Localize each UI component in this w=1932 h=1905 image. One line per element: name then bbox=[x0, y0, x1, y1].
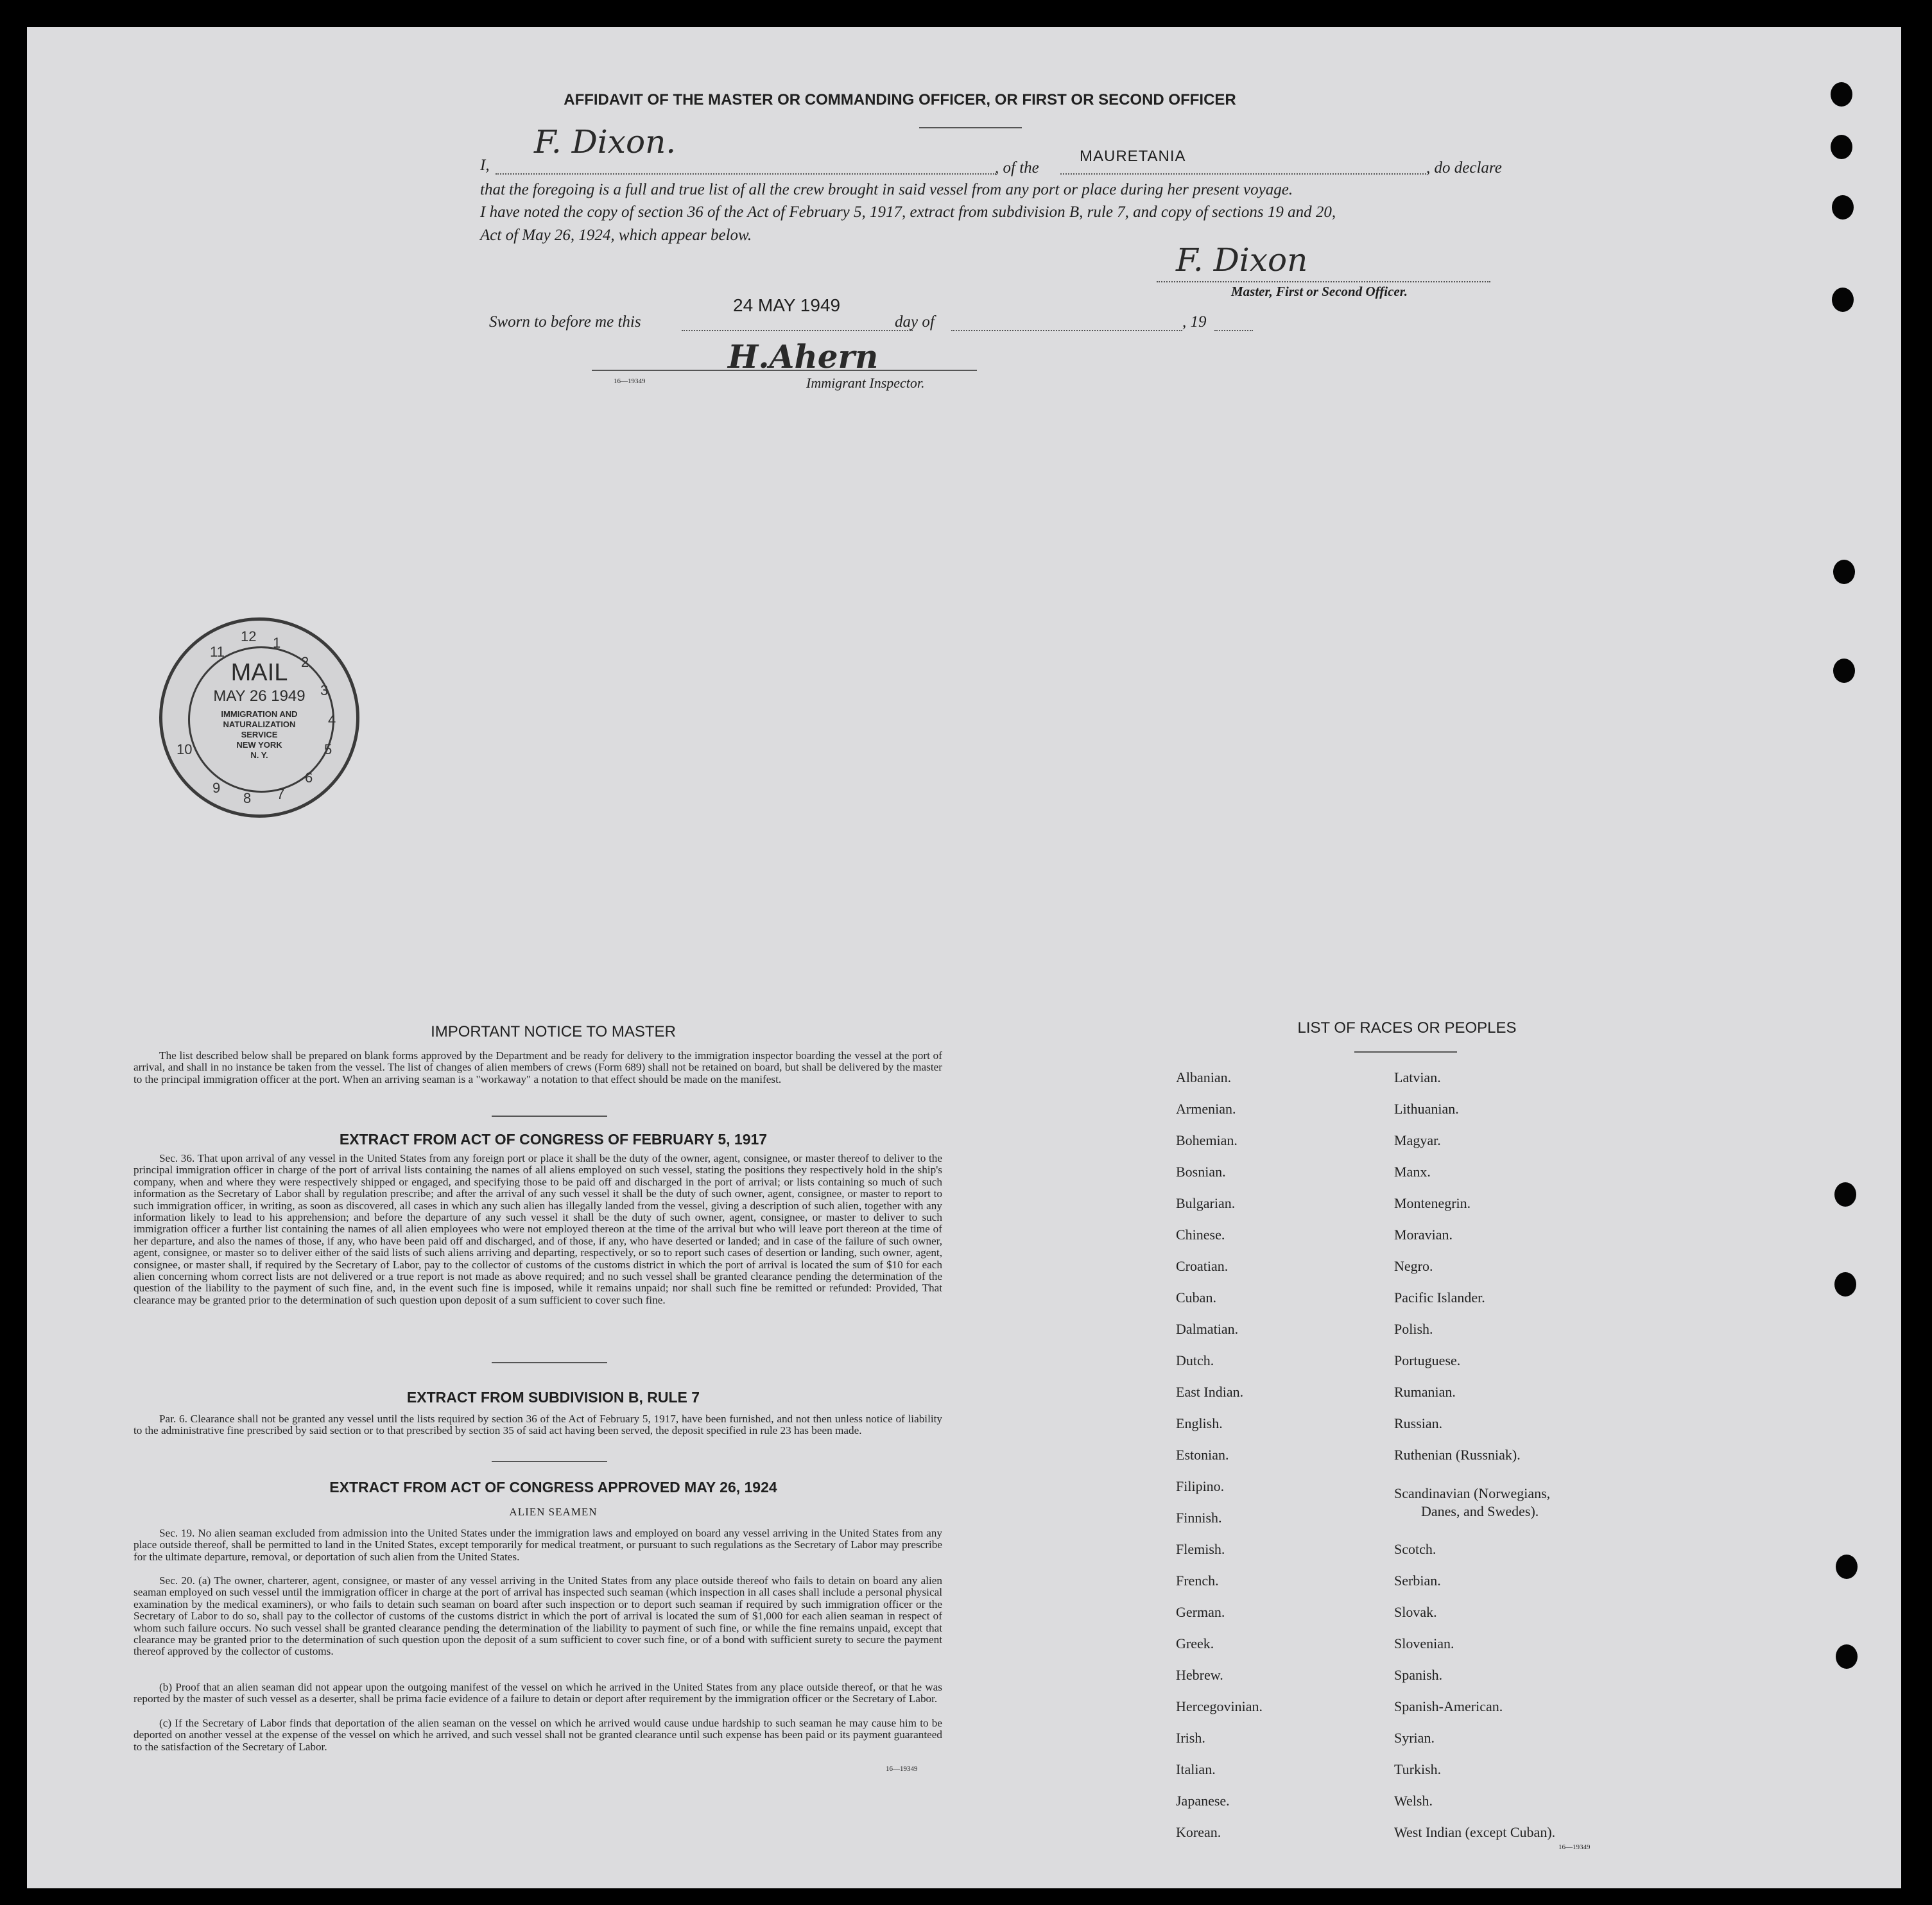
sec20a-text: Sec. 20. (a) The owner, charterer, agent, consignee, or master of any vessel arriving in the United States from any place outside thereof who fails to detain on board any alien seaman employed on such vessel until the immigration officer in charge at the port of arrival has inspected such seaman (which inspection in all cases shall include a personal physical examination by the medical examiners), or who fails to detain such seaman on board after such inspection or to deport such seaman if required by such immigration officer or the Secretary of Labor to do so, shall pay to the collector of customs of the customs district in which the port of arrival is located the sum of $1,000 for each alien seaman in respect of whom such failure occurs. No such vessel shall be granted clearance pending the determination of the liability to payment of such fine, or while the fine remains unpaid, except that clearance may be granted prior to the determination of such question upon the deposit of a sum sufficient to cover such fine, or of a bond with sufficient surety to secure the payment thereof approved by the collector of customs. bbox=[134, 1574, 942, 1658]
race-right-item: Negro. bbox=[1394, 1258, 1433, 1274]
extract-1924-subtitle: ALIEN SEAMEN bbox=[509, 1506, 598, 1518]
binder-hole bbox=[1833, 659, 1855, 683]
stamp-hour-9: 9 bbox=[212, 780, 221, 796]
name-line bbox=[496, 173, 996, 175]
race-right-item: Polish. bbox=[1394, 1321, 1433, 1337]
rule7-title: EXTRACT FROM SUBDIVISION B, RULE 7 bbox=[406, 1389, 700, 1406]
i-label: I, bbox=[480, 157, 490, 174]
race-left-item: Cuban. bbox=[1176, 1289, 1216, 1306]
race-left-item: Chinese. bbox=[1176, 1227, 1225, 1243]
extract-1917-title: EXTRACT FROM ACT OF CONGRESS OF FEBRUARY 5, 1917 bbox=[339, 1131, 768, 1148]
affidavit-title: AFFIDAVIT OF THE MASTER OR COMMANDING OFFICER, OR FIRST OR SECOND OFFICER bbox=[564, 91, 1236, 108]
stamp-agency-1: IMMIGRATION AND bbox=[221, 709, 298, 719]
day-of-label: day of bbox=[895, 313, 935, 331]
rule7-text: Par. 6. Clearance shall not be granted any vessel until the lists required by section 36 of the Act of February 5, 1917, have been furnished, and not then unless notice of liability to the administrative fine prescribed by said section or to that prescribed by section 35 of said act having been served, the deposit specified in rule 23 has been made. bbox=[134, 1413, 942, 1437]
race-right-item: Portuguese. bbox=[1394, 1352, 1461, 1368]
stamp-hour-10: 10 bbox=[177, 741, 193, 757]
notice-text: The list described below shall be prepared on blank forms approved by the Department and be ready for delivery to the immigration inspector boarding the vessel at the port of arrival, and shall in no instance be taken from the vessel. The list of changes of alien members of crews (Form 689) shall not be retained on board, but shall be delivered by the master to the principal immigration officer at the port. When an arriving seaman is a "workaway" a notation to that effect should be made on the manifest. bbox=[134, 1049, 942, 1085]
race-right-item: Scandinavian (Norwegians, bbox=[1394, 1485, 1551, 1501]
do-declare-label: , do declare bbox=[1426, 159, 1502, 177]
race-right-item: Ruthenian (Russniak). bbox=[1394, 1447, 1521, 1463]
race-left-item: Filipino. bbox=[1176, 1478, 1225, 1494]
extract-form-number: 16—19349 bbox=[886, 1765, 918, 1773]
binder-hole bbox=[1832, 195, 1854, 220]
mail-received-stamp bbox=[159, 617, 359, 818]
extract-1917-rule bbox=[492, 1362, 607, 1363]
sec20b-text: (b) Proof that an alien seaman did not appear upon the outgoing manifest of the vessel on which he arrived in the United States from any place outside thereof, or that he was reported by the master of such vessel as a deserter, shall be prima facie evidence of a failure to detain or deport after requirement by the immigration officer or the Secretary of Labor. bbox=[134, 1681, 942, 1705]
inspector-signature: H.Ahern bbox=[728, 338, 879, 375]
race-right-item: Scotch. bbox=[1394, 1541, 1436, 1557]
master-name-signature: F. Dixon. bbox=[534, 123, 677, 160]
statement-line-3: Act of May 26, 1924, which appear below. bbox=[480, 227, 752, 244]
race-left-item: Flemish. bbox=[1176, 1541, 1225, 1557]
stamp-hour-3: 3 bbox=[320, 682, 329, 698]
race-right-item: Pacific Islander. bbox=[1394, 1289, 1485, 1306]
race-left-item: Bohemian. bbox=[1176, 1132, 1238, 1148]
race-right-item: Slovenian. bbox=[1394, 1635, 1454, 1651]
stamp-agency-3: SERVICE bbox=[241, 730, 278, 739]
race-left-item: English. bbox=[1176, 1415, 1223, 1431]
stamp-hour-7: 7 bbox=[277, 786, 285, 802]
race-right-item: Magyar. bbox=[1394, 1132, 1441, 1148]
statement-line-1: that the foregoing is a full and true list of all the crew brought in said vessel from any port or place during her present voyage. bbox=[480, 181, 1293, 198]
race-right-item: Latvian. bbox=[1394, 1069, 1441, 1085]
race-right-item: Russian. bbox=[1394, 1415, 1443, 1431]
race-right-item: Slovak. bbox=[1394, 1604, 1437, 1620]
race-right-item: Welsh. bbox=[1394, 1793, 1433, 1809]
race-left-item: Finnish. bbox=[1176, 1510, 1222, 1526]
extract-1917-text: Sec. 36. That upon arrival of any vessel in the United States from any foreign port or place it shall be the duty of the owner, agent, consignee, or master thereof to deliver to the principal immigration officer in charge of the port of arrival lists containing the names of all aliens employed on such vessel, stating the positions they respectively hold in the ship's company, when and where they were respectively shipped or engaged, and specifying those to be paid off and discharged in the port of arrival; or lists containing so much of such information as the Secretary of Labor shall by regulation prescribe; and after the arrival of any such vessel it shall be the duty of such owner, agent, consignee, or master to report to such immigration officer, in writing, as soon as discovered, all cases in which any such alien has illegally landed from the vessel, giving a description of such alien, together with any information likely to lead to his apprehension; and before the departure of any such vessel it shall be the duty of such owner, agent, consignee, or master to deliver to such immigration officer a further list containing the names of all alien employees who were not employed thereon at the time of the arrival but who will leave port thereon at the time of her departure, and also the names of those, if any, who have been paid off and discharged, and of those, if any, who have deserted or landed; and in case of the failure of such owner, agent, consignee, or master so to deliver either of the said lists of such aliens arriving and departing, respectively, or so to report such cases of desertion or landing, such owner, agent, consignee, or master shall, if required by the Secretary of Labor, pay to the collector of customs of the customs district in which the port of arrival is located the sum of $10 for each alien concerning whom correct lists are not delivered or a true report is not made as above required; and no such vessel shall be granted clearance pending the determination of the question of the liability to the payment of such fine, and, in the event such fine is imposed, while it remains unpaid; nor shall such fine be remitted or refunded: Provided, That clearance may be granted prior to the determination of such question upon deposit of a sum sufficient to cover such fine. bbox=[134, 1152, 942, 1306]
race-right-item: Manx. bbox=[1394, 1164, 1431, 1180]
race-right-item: Rumanian. bbox=[1394, 1384, 1456, 1400]
race-left-item: Albanian. bbox=[1176, 1069, 1232, 1085]
race-right-item: Spanish-American. bbox=[1394, 1698, 1503, 1714]
race-left-item: East Indian. bbox=[1176, 1384, 1244, 1400]
race-right-item: Lithuanian. bbox=[1394, 1101, 1459, 1117]
inspector-caption: Immigrant Inspector. bbox=[806, 375, 925, 391]
signature-caption: Master, First or Second Officer. bbox=[1231, 284, 1408, 299]
race-left-item: Estonian. bbox=[1176, 1447, 1229, 1463]
form-number: 16—19349 bbox=[614, 377, 646, 385]
stamp-mail: MAIL bbox=[230, 659, 288, 686]
races-title: LIST OF RACES OR PEOPLES bbox=[1297, 1019, 1517, 1037]
vessel-line bbox=[1060, 173, 1426, 175]
race-right-item: West Indian (except Cuban). bbox=[1394, 1824, 1556, 1840]
master-signature: F. Dixon bbox=[1176, 241, 1308, 279]
race-left-item: Dalmatian. bbox=[1176, 1321, 1239, 1337]
statement-line-2: I have noted the copy of section 36 of the Act of February 5, 1917, extract from subdivision B, rule 7, and copy of sections 19 and 20, bbox=[480, 203, 1336, 221]
stamp-state: N. Y. bbox=[250, 750, 268, 760]
binder-hole bbox=[1836, 1644, 1858, 1669]
sworn-line bbox=[682, 330, 913, 331]
day-line bbox=[951, 330, 1182, 331]
vessel-name: MAURETANIA bbox=[1080, 148, 1186, 165]
race-left-item: Greek. bbox=[1176, 1635, 1214, 1651]
races-rule bbox=[1354, 1051, 1457, 1053]
notice-title: IMPORTANT NOTICE TO MASTER bbox=[431, 1023, 676, 1040]
rule7-rule bbox=[492, 1461, 607, 1462]
binder-hole bbox=[1832, 288, 1854, 312]
sworn-date-stamp: 24 MAY 1949 bbox=[733, 295, 841, 315]
race-left-item: Bulgarian. bbox=[1176, 1195, 1236, 1211]
stamp-hour-6: 6 bbox=[305, 770, 313, 786]
stamp-agency-2: NATURALIZATION bbox=[223, 720, 296, 729]
race-left-item: Italian. bbox=[1176, 1761, 1216, 1777]
year-line bbox=[1214, 330, 1253, 331]
of-the-label: , of the bbox=[995, 159, 1039, 177]
race-right-item: Turkish. bbox=[1394, 1761, 1442, 1777]
race-left-item: Dutch. bbox=[1176, 1352, 1214, 1368]
binder-hole bbox=[1831, 135, 1852, 159]
stamp-hour-2: 2 bbox=[301, 654, 309, 670]
race-left-item: Armenian. bbox=[1176, 1101, 1236, 1117]
race-left-item: German. bbox=[1176, 1604, 1225, 1620]
race-left-item: Korean. bbox=[1176, 1824, 1221, 1840]
race-left-item: Irish. bbox=[1176, 1730, 1205, 1746]
race-left-item: Hercegovinian. bbox=[1176, 1698, 1263, 1714]
stamp-city: NEW YORK bbox=[236, 740, 282, 750]
sec19-text: Sec. 19. No alien seaman excluded from admission into the United States under the immigration laws and employed on board any vessel arriving in the United States from any place outside thereof, shall be permitted to land in the United States, except temporarily for medical treatment, or pursuant to such regulations as the Secretary of Labor may prescribe for the ultimate departure, removal, or deportation of such alien from the United States. bbox=[134, 1527, 942, 1563]
sworn-label: Sworn to before me this bbox=[489, 313, 641, 331]
stamp-hour-5: 5 bbox=[324, 741, 332, 757]
title-rule bbox=[919, 127, 1022, 128]
race-right-item-continued: Danes, and Swedes). bbox=[1421, 1503, 1539, 1519]
race-right-item: Montenegrin. bbox=[1394, 1195, 1471, 1211]
sec20c-text: (c) If the Secretary of Labor finds that deportation of the alien seaman on the vessel on which he arrived would cause undue hardship to such seaman he may cause him to be deported on another vessel at the expense of the vessel on which he arrived, and such vessel shall not be granted clearance until such expense has been paid or its payment guaranteed to the satisfaction of the Secretary of Labor. bbox=[134, 1717, 942, 1753]
inspector-line bbox=[592, 370, 977, 371]
signature-line bbox=[1157, 281, 1490, 282]
race-left-item: Hebrew. bbox=[1176, 1667, 1223, 1683]
stamp-hour-4: 4 bbox=[328, 712, 336, 728]
race-left-item: Japanese. bbox=[1176, 1793, 1230, 1809]
binder-hole bbox=[1834, 1272, 1856, 1297]
race-right-item: Syrian. bbox=[1394, 1730, 1435, 1746]
race-left-item: French. bbox=[1176, 1573, 1219, 1589]
races-form-number: 16—19349 bbox=[1558, 1843, 1591, 1851]
race-left-item: Croatian. bbox=[1176, 1258, 1229, 1274]
binder-hole bbox=[1831, 82, 1852, 107]
race-right-item: Moravian. bbox=[1394, 1227, 1453, 1243]
extract-1924-title: EXTRACT FROM ACT OF CONGRESS APPROVED MAY 26, 1924 bbox=[329, 1479, 777, 1496]
stamp-date: MAY 26 1949 bbox=[213, 687, 306, 705]
year-label: , 19 bbox=[1182, 313, 1207, 331]
stamp-hour-8: 8 bbox=[243, 790, 252, 806]
race-right-item: Spanish. bbox=[1394, 1667, 1443, 1683]
race-right-item: Serbian. bbox=[1394, 1573, 1441, 1589]
race-left-item: Bosnian. bbox=[1176, 1164, 1226, 1180]
binder-hole bbox=[1836, 1555, 1858, 1579]
notice-rule bbox=[492, 1116, 607, 1117]
binder-hole bbox=[1833, 560, 1855, 584]
binder-hole bbox=[1834, 1182, 1856, 1207]
stamp-hour-11: 11 bbox=[210, 644, 225, 660]
stamp-hour-1: 1 bbox=[273, 635, 281, 651]
stamp-hour-12: 12 bbox=[241, 628, 257, 644]
document-page bbox=[27, 27, 1901, 1888]
